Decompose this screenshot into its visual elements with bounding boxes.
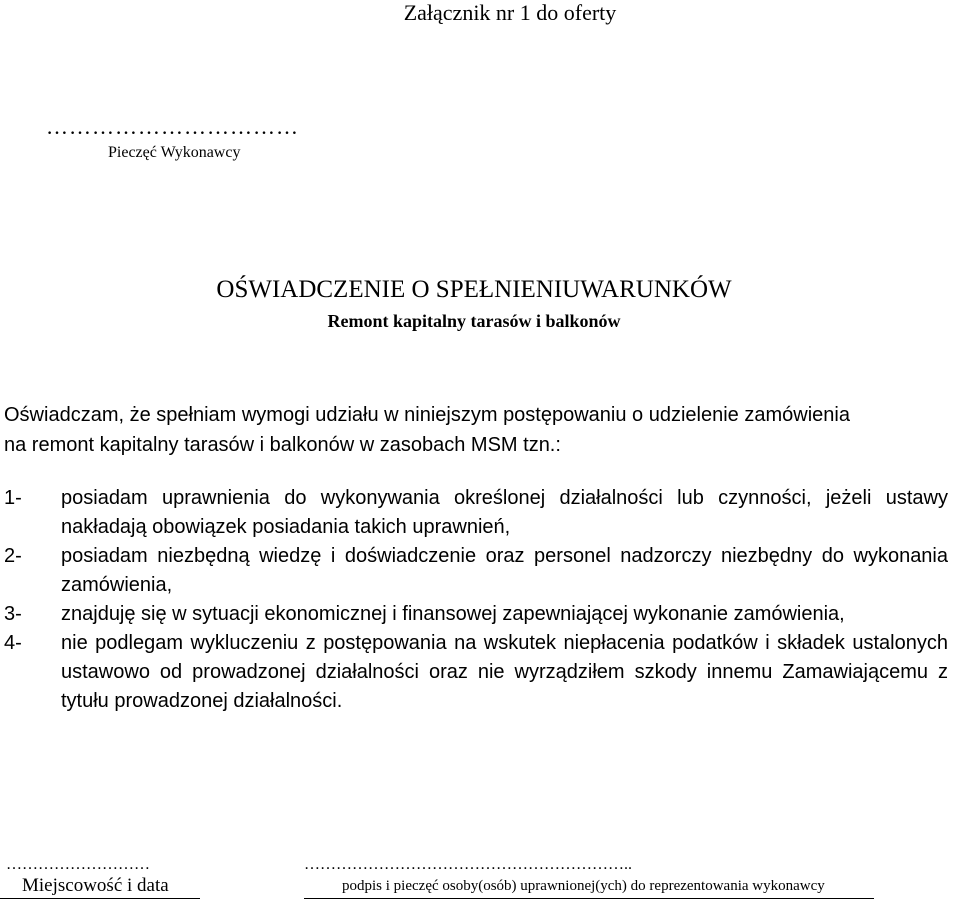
list-item-2 (0, 542, 948, 600)
intro-line-1: Oświadczam, że spełniam wymogi udziału w niniejszym postępowaniu o udzielenie zamówienia (4, 404, 850, 426)
place-date-dots: ……………………… (6, 856, 150, 873)
place-date-underline (0, 898, 200, 899)
list-item-number: 2- (4, 545, 22, 567)
list-item-number: 3- (4, 603, 22, 625)
list-item-3 (0, 600, 948, 629)
list-item-4 (0, 629, 948, 716)
signature-label: podpis i pieczęć osoby(osób) uprawnionej(ych) do reprezentowania wykonawcy (342, 878, 825, 894)
signature-dots: …………………………………………………….. (304, 856, 632, 873)
list-item-1 (0, 484, 948, 542)
list-item-number: 1- (4, 487, 22, 509)
stamp-dots: …………………………… (46, 114, 299, 139)
list-item-number: 4- (4, 632, 22, 654)
stamp-label: Pieczęć Wykonawcy (108, 144, 241, 161)
document-subtitle: Remont kapitalny tarasów i balkonów (327, 311, 621, 331)
list-item-text: posiadam uprawnienia do wykonywania określonej działalności lub czynności, jeżeli ustawy nakładają obowiązek posiadania takich uprawnień, (61, 487, 948, 538)
place-date-label: Miejscowość i data (22, 875, 169, 896)
intro-line-2: na remont kapitalny tarasów i balkonów w zasobach MSM tzn.: (4, 434, 561, 456)
list-item-text: posiadam niezbędną wiedzę i doświadczenie oraz personel nadzorczy niezbędny do wykonania zamówienia, (61, 545, 948, 596)
document-title: OŚWIADCZENIE O SPEŁNIENIUWARUNKÓW (216, 276, 732, 303)
list-item-text: znajduję się w sytuacji ekonomicznej i finansowej zapewniającej wykonanie zamówienia, (61, 603, 845, 625)
list-item-text: nie podlegam wykluczeniu z postępowania na wskutek niepłacenia podatków i składek ustalonych ustawowo od prowadzonej działalności oraz nie wyrządziłem szkody innemu Zamawiającemu z tytułu prowadzonej działalności. (61, 632, 948, 712)
signature-underline (304, 898, 874, 899)
annex-label: Załącznik nr 1 do oferty (403, 0, 617, 25)
